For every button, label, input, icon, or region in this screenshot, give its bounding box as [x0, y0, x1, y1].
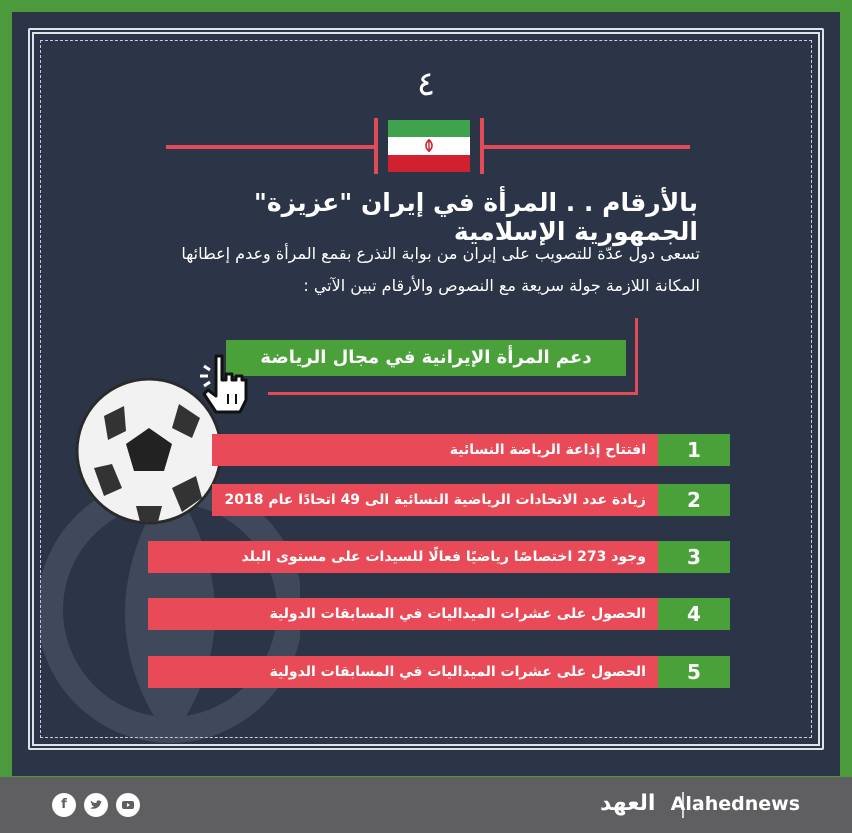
infographic-number: ٤: [416, 64, 436, 104]
logo-brand: Alahednews: [670, 793, 800, 815]
intro-text: [150, 238, 700, 302]
list-item-number: 4: [658, 598, 730, 630]
list-item: [0, 484, 852, 516]
list-item: [0, 656, 852, 688]
list-item-number: 1: [658, 434, 730, 466]
logo-arabic: العهد: [600, 791, 656, 816]
list-item: [0, 541, 852, 573]
flag-line-right-tick: [480, 118, 484, 174]
intro-line-1: تسعى دول عدّة للتصويب على إيران من بوابة التذرع بقمع المرأة وعدم إعطائها: [181, 244, 700, 263]
list-item: [0, 598, 852, 630]
page-title: بالأرقام . . المرأة في إيران "عزيزة" الجمهورية الإسلامية: [253, 188, 698, 246]
list-item-number: 5: [658, 656, 730, 688]
list-item-text: الحصول على عشرات الميداليات في المسابقات الدولية: [148, 656, 658, 688]
flag-line-right: [482, 145, 690, 149]
footer-bar: [0, 777, 852, 833]
list-item-text: الحصول على عشرات الميداليات في المسابقات الدولية: [148, 598, 658, 630]
flag-line-left: [166, 145, 378, 149]
flag-line-left-tick: [374, 118, 378, 174]
list-item-text: زيادة عدد الاتحادات الرياضية النسائية الى 49 اتحادًا عام 2018: [212, 484, 658, 516]
section-bracket-vertical: [635, 318, 638, 394]
list-item-number: 3: [658, 541, 730, 573]
section-heading: دعم المرأة الإيرانية في مجال الرياضة: [226, 340, 626, 376]
list-item: [0, 434, 852, 466]
youtube-icon[interactable]: [116, 793, 140, 817]
list-item-text: افتتاح إذاعة الرياضة النسائية: [212, 434, 658, 466]
section-bracket-horizontal: [268, 392, 638, 395]
twitter-icon[interactable]: [84, 793, 108, 817]
intro-line-2: المكانة اللازمة جولة سريعة مع النصوص والأرقام تبين الآتي :: [303, 276, 700, 295]
iran-flag-icon: [388, 120, 470, 172]
facebook-icon[interactable]: f: [52, 793, 76, 817]
list-item-number: 2: [658, 484, 730, 516]
list-item-text: وجود 273 اختصاصًا رياضيًا فعالًا للسيدات على مستوى البلد: [148, 541, 658, 573]
